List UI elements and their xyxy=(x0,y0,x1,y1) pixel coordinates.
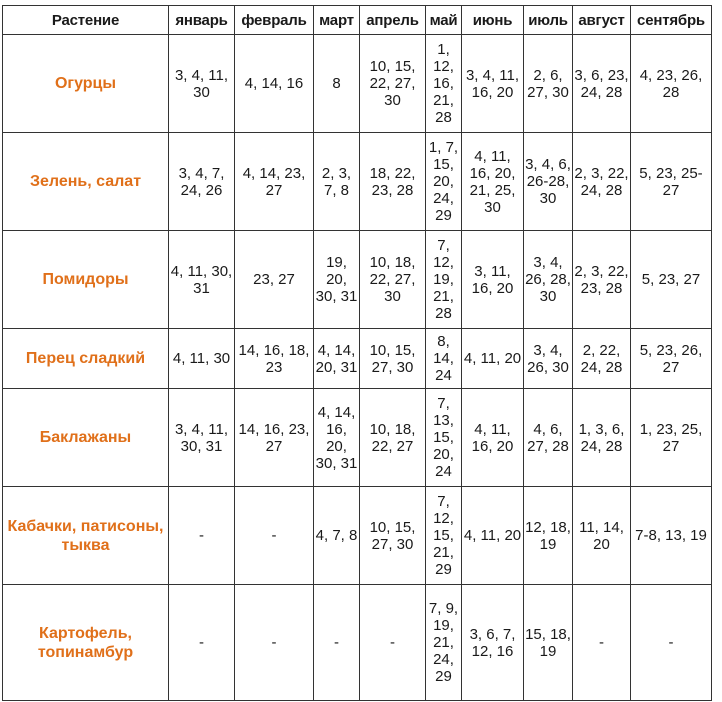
dates-cell: 4, 14, 20, 31 xyxy=(314,329,360,389)
dates-cell: - xyxy=(314,585,360,701)
dates-cell: 4, 14, 16 xyxy=(235,35,314,133)
dates-cell: 4, 6, 27, 28 xyxy=(524,389,573,487)
dates-cell: 2, 3, 7, 8 xyxy=(314,133,360,231)
dates-cell: 11, 14, 20 xyxy=(573,487,631,585)
dates-cell: 7, 9, 19, 21, 24, 29 xyxy=(426,585,462,701)
plant-name: Кабачки, патисоны, тыква xyxy=(3,487,169,585)
dates-cell: - xyxy=(169,487,235,585)
header-june: июнь xyxy=(462,6,524,35)
dates-cell: 5, 23, 26, 27 xyxy=(631,329,712,389)
table-row xyxy=(3,487,712,585)
dates-cell: - xyxy=(169,585,235,701)
dates-cell: 4, 11, 20 xyxy=(462,329,524,389)
dates-cell: 23, 27 xyxy=(235,231,314,329)
dates-cell: 10, 18, 22, 27, 30 xyxy=(360,231,426,329)
plant-name: Зелень, салат xyxy=(3,133,169,231)
dates-cell: 3, 4, 7, 24, 26 xyxy=(169,133,235,231)
header-may: май xyxy=(426,6,462,35)
dates-cell: 10, 15, 27, 30 xyxy=(360,487,426,585)
dates-cell: 8, 14, 24 xyxy=(426,329,462,389)
dates-cell: - xyxy=(360,585,426,701)
header-february: февраль xyxy=(235,6,314,35)
table-row xyxy=(3,585,712,701)
header-april: апрель xyxy=(360,6,426,35)
dates-cell: 4, 11, 30, 31 xyxy=(169,231,235,329)
dates-cell: 4, 11, 20 xyxy=(462,487,524,585)
dates-cell: 2, 3, 22, 23, 28 xyxy=(573,231,631,329)
dates-cell: 14, 16, 23, 27 xyxy=(235,389,314,487)
dates-cell: 3, 6, 7, 12, 16 xyxy=(462,585,524,701)
dates-cell: 4, 7, 8 xyxy=(314,487,360,585)
dates-cell: 5, 23, 27 xyxy=(631,231,712,329)
dates-cell: 7, 12, 15, 21, 29 xyxy=(426,487,462,585)
dates-cell: 2, 6, 27, 30 xyxy=(524,35,573,133)
plant-name: Огурцы xyxy=(3,35,169,133)
dates-cell: 3, 4, 6, 26-28, 30 xyxy=(524,133,573,231)
dates-cell: - xyxy=(631,585,712,701)
dates-cell: 14, 16, 18, 23 xyxy=(235,329,314,389)
header-march: март xyxy=(314,6,360,35)
dates-cell: 3, 4, 11, 16, 20 xyxy=(462,35,524,133)
plant-name: Перец сладкий xyxy=(3,329,169,389)
header-july: июль xyxy=(524,6,573,35)
dates-cell: 2, 22, 24, 28 xyxy=(573,329,631,389)
table-row xyxy=(3,329,712,389)
plant-name: Помидоры xyxy=(3,231,169,329)
table-row xyxy=(3,133,712,231)
table-row xyxy=(3,35,712,133)
dates-cell: 1, 23, 25, 27 xyxy=(631,389,712,487)
dates-cell: 10, 18, 22, 27 xyxy=(360,389,426,487)
table-row xyxy=(3,231,712,329)
dates-cell: 10, 15, 22, 27, 30 xyxy=(360,35,426,133)
dates-cell: 4, 11, 16, 20 xyxy=(462,389,524,487)
dates-cell: 3, 6, 23, 24, 28 xyxy=(573,35,631,133)
dates-cell: 7, 12, 19, 21, 28 xyxy=(426,231,462,329)
dates-cell: 19, 20, 30, 31 xyxy=(314,231,360,329)
header-august: август xyxy=(573,6,631,35)
dates-cell: 18, 22, 23, 28 xyxy=(360,133,426,231)
plant-name: Картофель, топинамбур xyxy=(3,585,169,701)
dates-cell: - xyxy=(235,585,314,701)
header-row xyxy=(3,6,712,35)
dates-cell: 3, 4, 11, 30 xyxy=(169,35,235,133)
planting-calendar-table xyxy=(2,5,712,701)
dates-cell: 4, 11, 30 xyxy=(169,329,235,389)
dates-cell: - xyxy=(235,487,314,585)
dates-cell: 3, 4, 11, 30, 31 xyxy=(169,389,235,487)
dates-cell: - xyxy=(573,585,631,701)
plant-name: Баклажаны xyxy=(3,389,169,487)
header-september: сентябрь xyxy=(631,6,712,35)
dates-cell: 7-8, 13, 19 xyxy=(631,487,712,585)
dates-cell: 8 xyxy=(314,35,360,133)
dates-cell: 1, 7, 15, 20, 24, 29 xyxy=(426,133,462,231)
dates-cell: 4, 11, 16, 20, 21, 25, 30 xyxy=(462,133,524,231)
dates-cell: 3, 11, 16, 20 xyxy=(462,231,524,329)
dates-cell: 15, 18, 19 xyxy=(524,585,573,701)
dates-cell: 12, 18, 19 xyxy=(524,487,573,585)
header-january: январь xyxy=(169,6,235,35)
dates-cell: 7, 13, 15, 20, 24 xyxy=(426,389,462,487)
dates-cell: 5, 23, 25-27 xyxy=(631,133,712,231)
dates-cell: 4, 23, 26, 28 xyxy=(631,35,712,133)
dates-cell: 10, 15, 27, 30 xyxy=(360,329,426,389)
dates-cell: 4, 14, 16, 20, 30, 31 xyxy=(314,389,360,487)
dates-cell: 3, 4, 26, 30 xyxy=(524,329,573,389)
dates-cell: 1, 12, 16, 21, 28 xyxy=(426,35,462,133)
table-row xyxy=(3,389,712,487)
dates-cell: 4, 14, 23, 27 xyxy=(235,133,314,231)
dates-cell: 2, 3, 22, 24, 28 xyxy=(573,133,631,231)
dates-cell: 1, 3, 6, 24, 28 xyxy=(573,389,631,487)
header-plant: Растение xyxy=(3,6,169,35)
dates-cell: 3, 4, 26, 28, 30 xyxy=(524,231,573,329)
